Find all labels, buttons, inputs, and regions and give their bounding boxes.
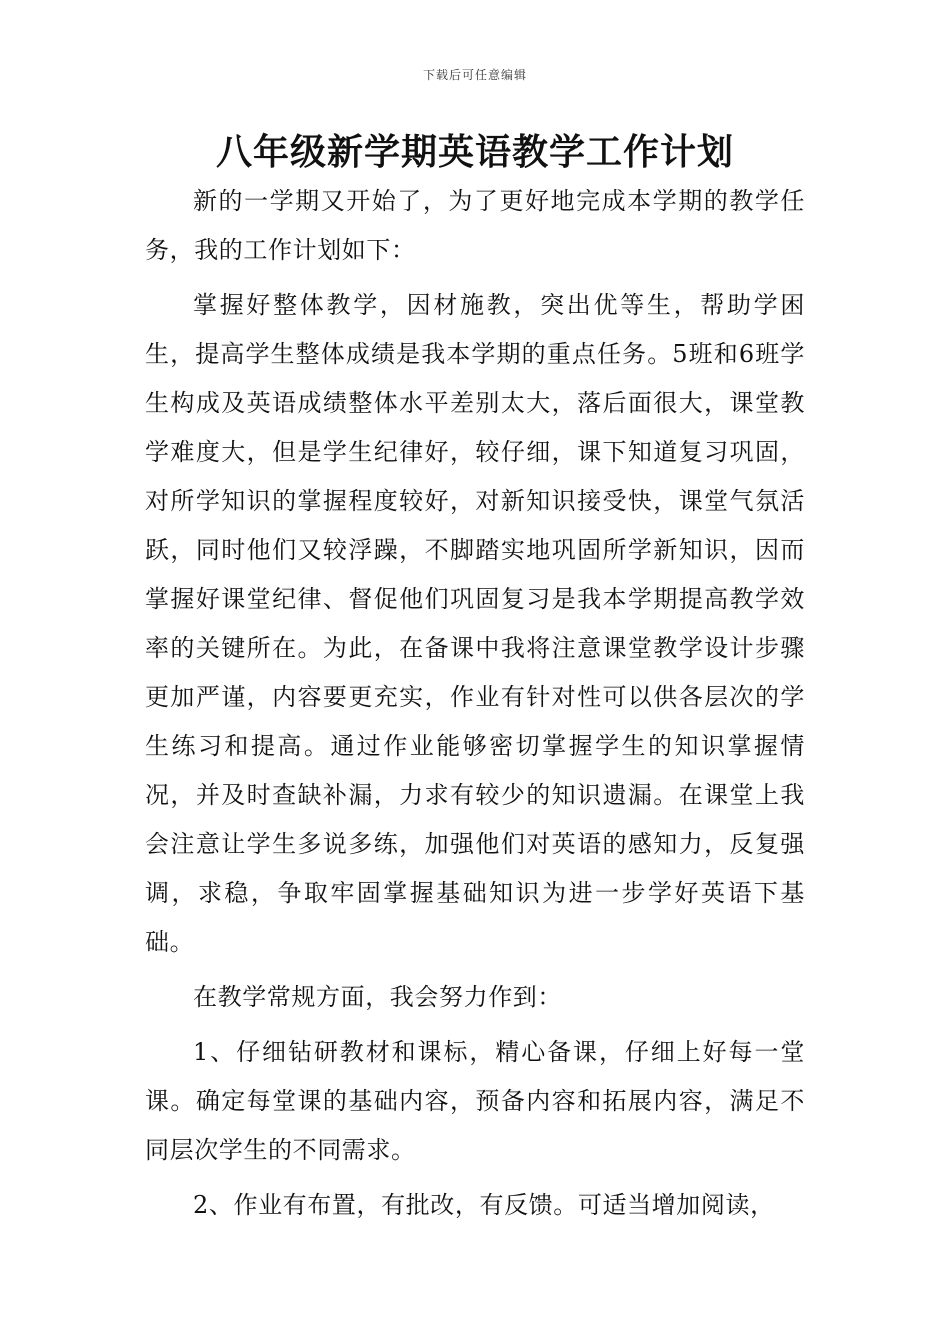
document-body [145,177,805,1236]
header-note: 下载后可任意编辑 [422,68,527,82]
document-title: 八年级新学期英语教学工作计划 [215,131,734,173]
paragraph-routine-heading: 在教学常规方面，我会努力作到： [193,983,562,1011]
paragraph-item-1: 1、仔细钻研教材和课标，精心备课，仔细上好每一堂课。确定每堂课的基础内容，预备内容和拓展内容，满足不同层次学生的不同需求。 [145,1038,805,1164]
paragraph-intro: 新的一学期又开始了，为了更好地完成本学期的教学任务，我的工作计划如下： [145,187,805,264]
paragraph-item-2: 2、作业有布置，有批改，有反馈。可适当增加阅读， [193,1191,775,1219]
paragraph-main-task: 掌握好整体教学，因材施教，突出优等生，帮助学困生，提高学生整体成绩是我本学期的重点任务。5班和6班学生构成及英语成绩整体水平差别太大，落后面很大，课堂教学难度大，但是学生纪律好，较仔细，课下知道复习巩固，对所学知识的掌握程度较好，对新知识接受快，课堂气氛活跃，同时他们又较浮躁，不脚踏实地巩固所学新知识，因而掌握好课堂纪律、督促他们巩固复习是我本学期提高教学效率的关键所在。为此，在备课中我将注意课堂教学设计步骤更加严谨，内容要更充实，作业有针对性可以供各层次的学生练习和提高。通过作业能够密切掌握学生的知识掌握情况，并及时查缺补漏，力求有较少的知识遗漏。在课堂上我会注意让学生多说多练，加强他们对英语的感知力，反复强调，求稳，争取牢固掌握基础知识为进一步学好英语下基础。 [145,291,805,956]
